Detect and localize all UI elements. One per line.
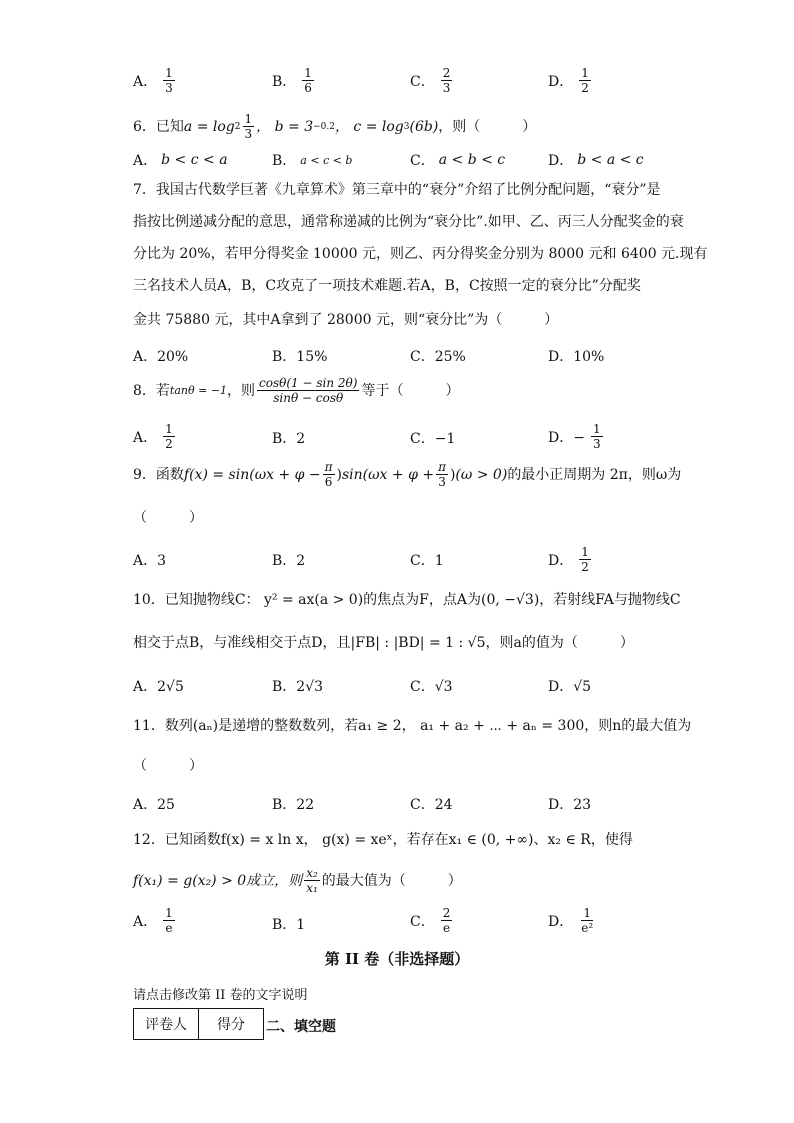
q6-option-c: C． a < b < c (410, 152, 506, 169)
q8-option-a: A． $\frac{1}{2}$ (133, 422, 173, 451)
grading-box (133, 1008, 264, 1040)
q7-option-b: B．15% (272, 349, 328, 365)
q6-option-b: B． a < c < b (272, 153, 353, 169)
q9-option-c: C．1 (410, 553, 444, 569)
q12-option-a: A． $\frac{1}{e}$ (133, 906, 173, 935)
q10-option-a: A．2√5 (133, 679, 184, 695)
q7-line-5: 金共 75880 元，其中A拿到了 28000 元，则“衰分比”为（ ） (133, 312, 559, 328)
q12-line-1: 12．已知函数f(x) = x ln x， g(x) = xeˣ，若存在x₁ ∈ (0, +∞)、x₂ ∈ R，使得 (133, 832, 633, 848)
q7-option-a: A．20% (133, 349, 189, 365)
q10-option-b: B．2√3 (272, 679, 324, 695)
q5-option-d: D． $\frac{1}{2}$ (548, 66, 589, 95)
q7-line-1: 7．我国古代数学巨著《九章算术》第三章中的“衰分”介绍了比例分配问题，“衰分”是 (133, 182, 661, 198)
q12-option-c: C． $\frac{2}{e}$ (410, 906, 451, 935)
section-2-note[interactable]: 请点击修改第 II 卷的文字说明 (133, 988, 308, 1003)
q7-line-4: 三名技术人员A，B，C攻克了一项技术难题.若A，B，C按照一定的衰分比”分配奖 (133, 278, 641, 294)
q5-option-a: A． $\frac{1}{3}$ (133, 66, 173, 95)
q8-option-d: D．− $\frac{1}{3}$ (548, 422, 601, 451)
fill-in-section-title: 二、填空题 (266, 1019, 336, 1035)
q11-option-a: A．25 (133, 797, 175, 813)
q11-line-1: 11．数列(aₙ)是递增的整数数列，若a₁ ≥ 2， a₁ + a₂ + ⋯ + aₙ = 300，则n的最大值为 (133, 718, 692, 734)
q7-line-3: 分比为 20%，若甲分得奖金 10000 元，则乙、丙分得奖金分别为 8000 元和 6400 元.现有 (133, 246, 708, 262)
q5-option-b: B． $\frac{1}{6}$ (272, 66, 312, 95)
q9-stem: 9．函数 f(x) = sin (ωx + φ − $\frac{\pi}{6}$ ) sin (ωx + φ + $\frac{\pi}{3}$ ) (ω > 0) 的最小正周期为 2π，则ω为 (133, 460, 682, 489)
q9-answer-paren: （ ） (133, 510, 203, 526)
q8-stem: 8．若 tanθ = −1 ，则 $\frac{\cos\theta(1 - \sin 2\theta)}{\sin\theta - \cos\theta}$ 等于（ ） (133, 376, 460, 405)
q6-option-d: D． b < a < c (548, 152, 644, 169)
q9-option-a: A．3 (133, 553, 167, 569)
q5-option-c: C． $\frac{2}{3}$ (410, 66, 451, 95)
q7-option-d: D．10% (548, 349, 605, 365)
q10-line-1: 10．已知抛物线C： y² = ax(a > 0)的焦点为F，点A为(0, −√3)，若射线FA与抛物线C (133, 592, 681, 608)
q12-option-b: B．1 (272, 917, 306, 933)
q6-stem: 6．已知 a = log 2 $\frac{1}{3}$ ， b = 3 −0.2 ， c = log 3 (6b) ，则（ ） (133, 112, 537, 141)
q11-option-b: B．22 (272, 797, 315, 813)
q11-answer-paren: （ ） (133, 758, 203, 774)
q10-option-c: C．√3 (410, 679, 453, 695)
q8-option-b: B．2 (272, 431, 306, 447)
section-2-title: 第 II 卷（非选择题） (324, 950, 470, 968)
q8-option-c: C．−1 (410, 431, 456, 447)
q10-option-d: D．√5 (548, 679, 592, 695)
q6-option-a: A． b < c < a (133, 152, 228, 169)
q10-line-2: 相交于点B，与准线相交于点D，且|FB| : |BD| = 1 : √5，则a的值为（ ） (133, 635, 634, 651)
q9-option-d: D． $\frac{1}{2}$ (548, 545, 589, 574)
q7-line-2: 指按比例递减分配的意思，通常称递减的比例为“衰分比”.如甲、乙、丙三人分配奖金的衰 (133, 214, 684, 230)
q7-option-c: C．25% (410, 349, 466, 365)
score-cell: 得分 (199, 1009, 264, 1040)
q11-option-c: C．24 (410, 797, 453, 813)
q11-option-d: D．23 (548, 797, 592, 813)
q12-line-2: f(x₁) = g(x₂) > 0成立，则 $\frac{\text{x₂}}{\text{x₁}}$ 的最大值为（ ） (133, 866, 462, 895)
reviewer-cell: 评卷人 (134, 1009, 199, 1040)
q12-option-d: D． $\frac{1}{\text{e²}}$ (548, 906, 594, 935)
q9-option-b: B．2 (272, 553, 306, 569)
